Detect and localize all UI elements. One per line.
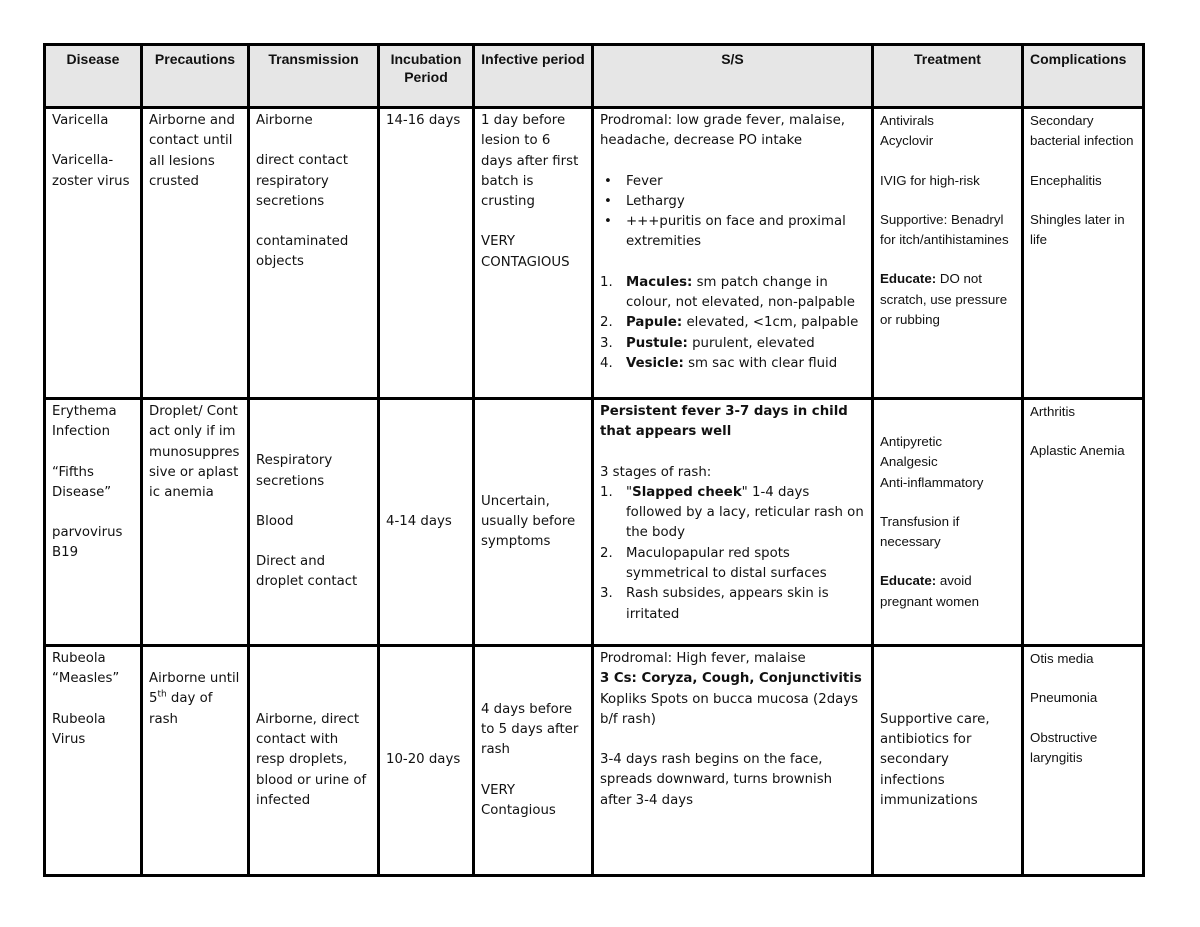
ss-prodromal: Prodromal: low grade fever, malaise, headache, decrease PO intake bbox=[600, 113, 845, 149]
ss-stage-list bbox=[600, 483, 865, 625]
precautions-text: Airborne until 5th day of rash bbox=[149, 671, 240, 727]
incubation-text: 14-16 days bbox=[386, 113, 461, 128]
treatment-line: Antipyretic bbox=[880, 433, 943, 449]
header-transmission: Transmission bbox=[249, 45, 379, 108]
ss-lead: Persistent fever 3-7 days in child that appears well bbox=[600, 404, 848, 440]
disease-cell bbox=[45, 646, 142, 876]
infective-cell bbox=[474, 108, 593, 399]
table-row bbox=[45, 399, 1144, 646]
incubation-text: 10-20 days bbox=[386, 752, 461, 768]
infective-cell bbox=[474, 646, 593, 876]
infective-text: VERY Contagious bbox=[481, 782, 556, 818]
transmission-line: Blood bbox=[256, 513, 294, 529]
ss-stage-list bbox=[600, 273, 865, 374]
infective-text: 4 days before to 5 days after rash bbox=[481, 701, 579, 758]
complication-item: Aplastic Anemia bbox=[1030, 443, 1125, 459]
disease-name: Rubeola “Measles” bbox=[52, 651, 120, 687]
list-item: 2. Maculopapular red spots symmetrical to distal surfaces bbox=[600, 545, 827, 582]
ss-cell bbox=[593, 646, 873, 876]
incubation-text: 4-14 days bbox=[386, 513, 452, 529]
list-item: • +++puritis on face and proximal extremities bbox=[600, 212, 865, 253]
transmission-line: Respiratory secretions bbox=[256, 453, 333, 489]
complication-item: Secondary bacterial infection bbox=[1030, 113, 1134, 149]
header-precautions: Precautions bbox=[142, 45, 249, 108]
complication-item: Shingles later in life bbox=[1030, 211, 1125, 248]
transmission-cell bbox=[249, 646, 379, 876]
incubation-cell bbox=[379, 399, 474, 646]
treatment-line: Supportive care, antibiotics for secondary infections immunizations bbox=[880, 711, 990, 808]
transmission-line: Direct and droplet contact bbox=[256, 554, 358, 590]
treatment-line: IVIG for high-risk bbox=[880, 172, 980, 188]
table-row bbox=[45, 108, 1144, 399]
header-infective-period: Infective period bbox=[474, 45, 593, 108]
ss-rash: 3-4 days rash begins on the face, spreads downward, turns brownish after 3-4 days bbox=[600, 752, 833, 808]
treatment-line: Supportive: Benadryl for itch/antihistamines bbox=[880, 211, 1009, 248]
incubation-cell bbox=[379, 108, 474, 399]
table-row bbox=[45, 646, 1144, 876]
treatment-line: Analgesic bbox=[880, 454, 938, 470]
header-incubation-period: Incubation Period bbox=[379, 45, 474, 108]
treatment-cell bbox=[873, 399, 1023, 646]
ss-kopliks: Kopliks Spots on bucca mucosa (2days b/f rash) bbox=[600, 691, 859, 727]
treatment-line: Acyclovir bbox=[880, 133, 934, 149]
transmission-line: Airborne, direct contact with resp droplets, blood or urine of infected bbox=[256, 711, 367, 808]
disease-table bbox=[43, 43, 1145, 877]
treatment-educate: Educate: avoid pregnant women bbox=[880, 573, 980, 609]
header-complications: Complications bbox=[1023, 45, 1144, 108]
transmission-line: Airborne bbox=[256, 113, 313, 128]
transmission-line: contaminated objects bbox=[256, 234, 349, 270]
list-item: 3. Rash subsides, appears skin is irritated bbox=[600, 586, 829, 622]
header-treatment: Treatment bbox=[873, 45, 1023, 108]
precautions-text: Airborne and contact until all lesions crusted bbox=[149, 113, 235, 189]
complication-item: Arthritis bbox=[1030, 404, 1076, 419]
header-signs-symptoms: S/S bbox=[593, 45, 873, 108]
list-item: 1. Macules: sm patch change in colour, not elevated, non-palpable bbox=[600, 274, 855, 311]
infective-text: 1 day before lesion to 6 days after first batch is crusting bbox=[481, 113, 579, 210]
treatment-line: Anti-inflammatory bbox=[880, 474, 984, 490]
ss-prodromal: Prodromal: High fever, malaise bbox=[600, 651, 806, 666]
disease-agent: Varicella-zoster virus bbox=[52, 153, 130, 189]
complication-item: Encephalitis bbox=[1030, 172, 1102, 188]
ss-three-cs: 3 Cs: Coryza, Cough, Conjunctivitis bbox=[600, 671, 862, 687]
ss-stages-title: 3 stages of rash: bbox=[600, 464, 712, 480]
transmission-cell bbox=[249, 399, 379, 646]
list-item: 4. Vesicle: sm sac with clear fluid bbox=[600, 355, 838, 371]
ss-cell bbox=[593, 399, 873, 646]
treatment-educate: Educate: DO not scratch, use pressure or rubbing bbox=[880, 271, 1008, 328]
complications-cell bbox=[1023, 399, 1144, 646]
list-item: 3. Pustule: purulent, elevated bbox=[600, 335, 815, 351]
disease-agent: parvovirus B19 bbox=[52, 525, 123, 561]
complications-cell bbox=[1023, 108, 1144, 399]
list-item: • Fever bbox=[600, 172, 865, 192]
disease-alias: “Fifths Disease” bbox=[52, 464, 112, 500]
treatment-line: Antivirals bbox=[880, 113, 934, 128]
infective-text: VERY CONTAGIOUS bbox=[481, 234, 570, 270]
infective-text: Uncertain, usually before symptoms bbox=[481, 493, 576, 550]
incubation-cell bbox=[379, 646, 474, 876]
complication-item: Otis media bbox=[1030, 651, 1094, 666]
header-disease: Disease bbox=[45, 45, 142, 108]
precautions-cell bbox=[142, 399, 249, 646]
ss-cell bbox=[593, 108, 873, 399]
disease-cell bbox=[45, 108, 142, 399]
complications-cell bbox=[1023, 646, 1144, 876]
precautions-cell bbox=[142, 646, 249, 876]
precautions-cell bbox=[142, 108, 249, 399]
complication-item: Obstructive laryngitis bbox=[1030, 729, 1098, 765]
list-item: 1. "Slapped cheek" 1-4 days followed by a lacy, reticular rash on the body bbox=[600, 484, 864, 541]
list-item: • Lethargy bbox=[600, 192, 865, 212]
disease-cell bbox=[45, 399, 142, 646]
header-row bbox=[45, 45, 1144, 108]
precautions-text: Droplet/ Contact only if immunosuppressive or aplastic anemia bbox=[149, 404, 240, 501]
ss-bullet-list bbox=[600, 172, 865, 253]
transmission-cell bbox=[249, 108, 379, 399]
transmission-line: direct contact respiratory secretions bbox=[256, 153, 349, 209]
treatment-line: Transfusion if necessary bbox=[880, 513, 960, 550]
list-item: 2. Papule: elevated, <1cm, palpable bbox=[600, 315, 859, 331]
treatment-cell bbox=[873, 646, 1023, 876]
disease-name: Varicella bbox=[52, 113, 109, 128]
disease-agent: Rubeola Virus bbox=[52, 711, 106, 747]
complication-item: Pneumonia bbox=[1030, 690, 1098, 706]
treatment-cell bbox=[873, 108, 1023, 399]
infective-cell bbox=[474, 399, 593, 646]
disease-name: Erythema Infection bbox=[52, 404, 117, 440]
